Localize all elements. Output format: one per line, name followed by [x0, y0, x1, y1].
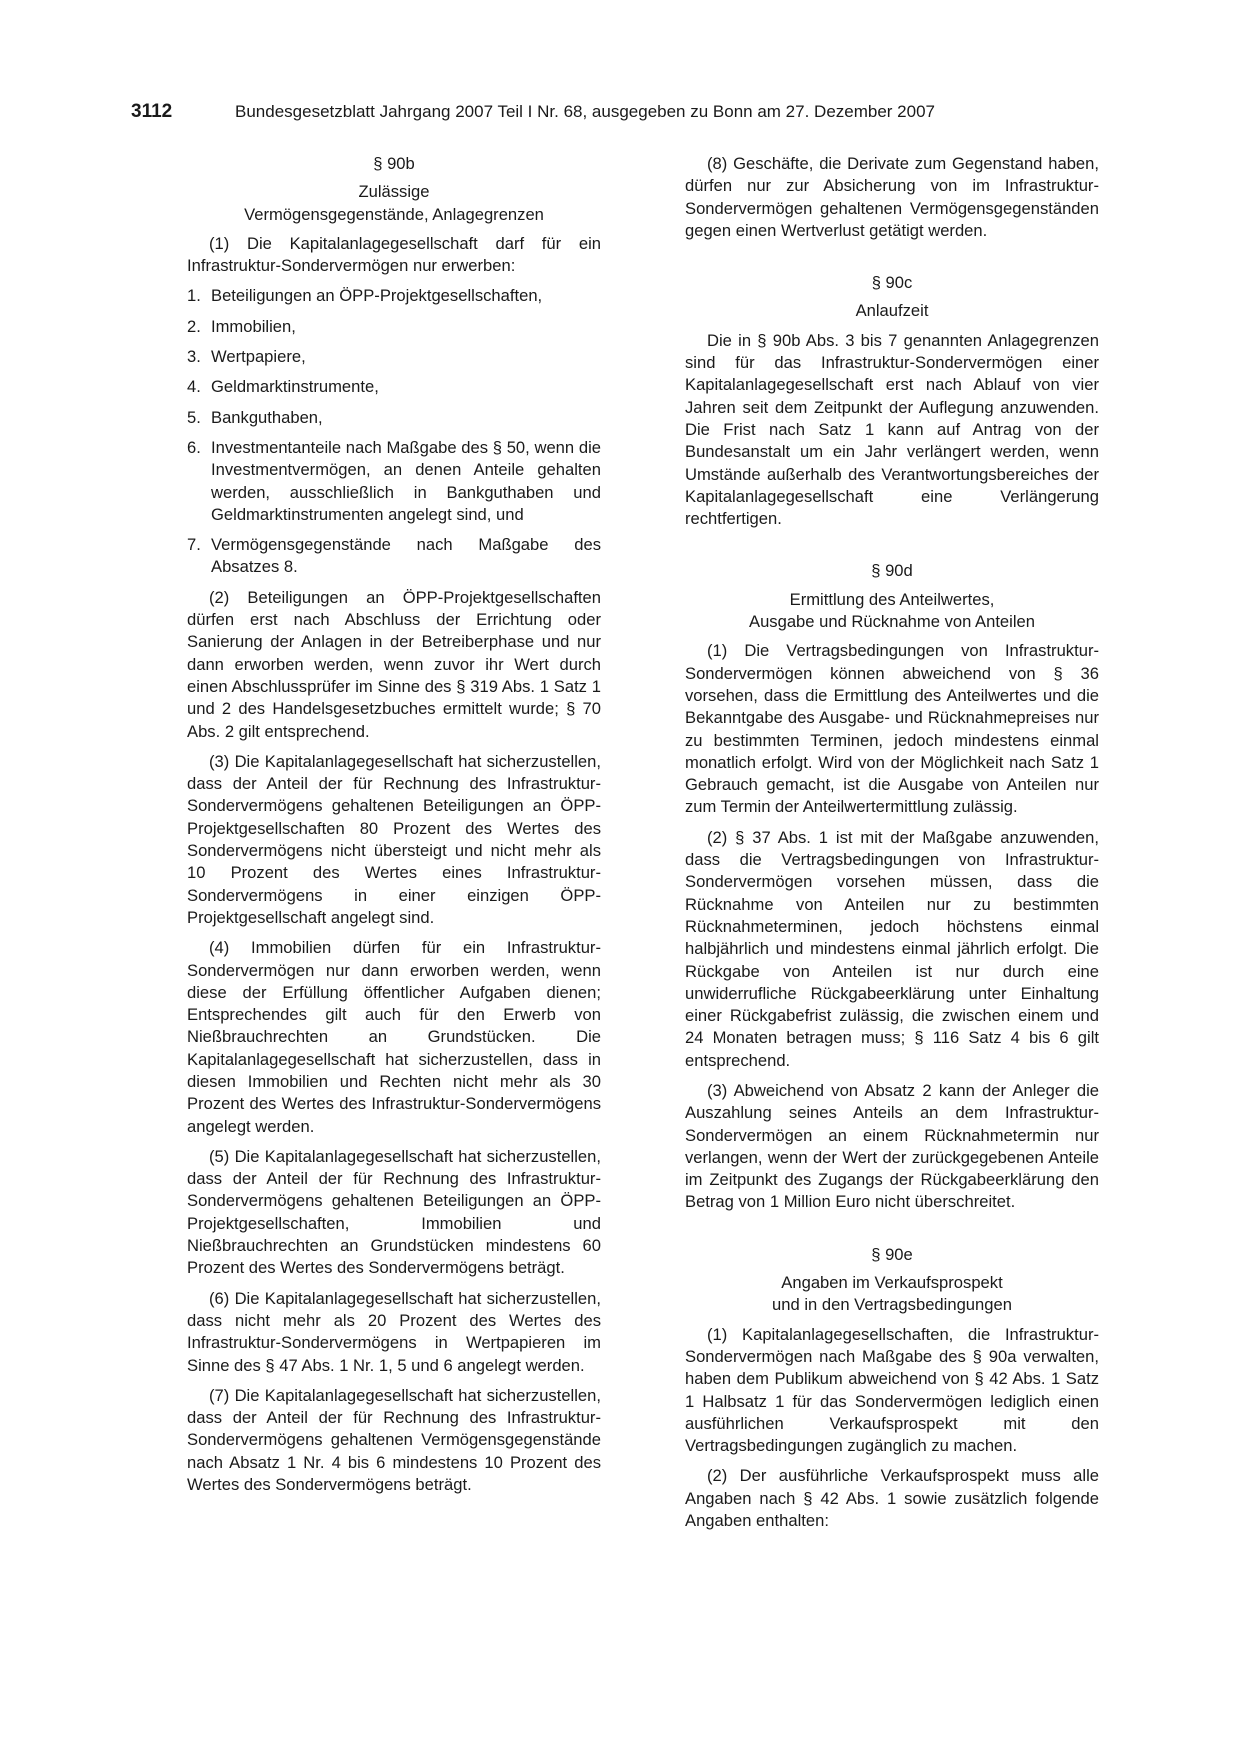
list-item-number: 7. — [187, 535, 201, 555]
list-item — [187, 376, 601, 398]
paragraph: (7) Die Kapitalanlagegesellschaft hat sicherzustellen, dass der Anteil der für Rechnung des Infrastruktur-Sondervermögens gehaltenen Vermögensgegenstände nach Absatz 1 Nr. 4 bis 6 mindestens 10 Prozent des Wertes des Sondervermögens beträgt. — [187, 1385, 601, 1495]
list-item-text: Bankguthaben, — [211, 407, 323, 427]
paragraph: (1) Die Vertragsbedingungen von Infrastruktur-Sondervermögen können abweichend von § 36 vorsehen, dass die Ermittlung des Anteilwertes und die Bekanntgabe des Ausgabe- und Rücknahmepreises nur zu bestimmten Terminen, jedoch mindestens einmal monatlich erfolgt. Wird von der Möglichkeit nach Satz 1 Gebrauch gemacht, ist die Ausgabe von Anteilen nur zum Termin der Anteilwertermittlung zulässig. — [685, 641, 1099, 817]
paragraph: (2) § 37 Abs. 1 ist mit der Maßgabe anzuwenden, dass die Vertragsbedingungen von Infrastruktur-Sondervermögen vorsehen müssen, dass die Rücknahme von Anteilen nur zu bestimmten Rücknahmeterminen, jedoch höchstens einmal halbjährlich und mindestens einmal jährlich erfolgt. Die Rückgabe von Anteilen ist nur durch eine unwiderrufliche Rückgabeerklärung unter Einhaltung einer Rückgabefrist zulässig, die zwischen einem und 24 Monaten betragen muss; § 116 Satz 4 bis 6 gilt entsprechend. — [685, 827, 1099, 1070]
paragraph: (1) Kapitalanlagegesellschaften, die Infrastruktur-Sondervermögen nach Maßgabe des § 90a verwalten, haben dem Publikum abweichend von § 42 Abs. 1 Satz 1 Halbsatz 1 für das Sondervermögen lediglich einen ausführlichen Verkaufsprospekt mit den Vertragsbedingungen zugänglich zu machen. — [685, 1324, 1099, 1456]
list-item-number: 5. — [187, 407, 201, 427]
paragraph: (8) Geschäfte, die Derivate zum Gegenstand haben, dürfen nur zur Absicherung von im Infrastruktur-Sondervermögen gehaltenen Vermögensgegenständen gegen einen Wertverlust getätigt werden. — [685, 154, 1099, 240]
right-column — [685, 153, 1099, 1540]
section-title-line: Ausgabe und Rücknahme von Anteilen — [749, 612, 1035, 632]
list-item — [187, 407, 601, 429]
paragraph: (2) Der ausführliche Verkaufsprospekt muss alle Angaben nach § 42 Abs. 1 sowie zusätzlich folgende Angaben enthalten: — [685, 1466, 1099, 1531]
section-number: § 90e — [871, 1244, 913, 1264]
paragraph: (2) Beteiligungen an ÖPP-Projektgesellschaften dürfen erst nach Abschluss der Errichtung oder Sanierung der Anlagen in der Betreiberphase und nur dann erworben werden, wenn zuvor ihr Wert durch einen Abschlussprüfer im Sinne des § 319 Abs. 1 Satz 1 und 2 des Handelsgesetzbuches ermittelt wurde; § 70 Abs. 2 gilt entsprechend. — [187, 587, 601, 741]
paragraph: (5) Die Kapitalanlagegesellschaft hat sicherzustellen, dass der Anteil der für Rechnung des Infrastruktur-Sondervermögens gehaltenen Beteiligungen an ÖPP-Projektgesellschaften, Immobilien und Nießbrauchrechten an Grundstücken mindestens 60 Prozent des Wertes des Sondervermögens beträgt. — [187, 1146, 601, 1278]
section-title — [685, 1272, 1099, 1317]
list-item — [187, 437, 601, 526]
list-item-number: 4. — [187, 377, 201, 397]
section-number: § 90c — [871, 273, 913, 293]
paragraph: (3) Die Kapitalanlagegesellschaft hat sicherzustellen, dass der Anteil der für Rechnung des Infrastruktur-Sondervermögens gehaltenen Beteiligungen an ÖPP-Projektgesellschaften 80 Prozent des Wertes des Sondervermögens nicht übersteigt und nicht mehr als 10 Prozent des Wertes eines Infrastruktur-Sondervermögens in einer einzigen ÖPP-Projektgesellschaft angelegt sind. — [187, 751, 601, 927]
list-item-text: Geldmarktinstrumente, — [211, 377, 379, 397]
paragraph: Die in § 90b Abs. 3 bis 7 genannten Anlagegrenzen sind für das Infrastruktur-Sondervermögen einer Kapitalanlagegesellschaft erst nach Ablauf von vier Jahren seit dem Zeitpunkt der Auflegung anzuwenden. Die Frist nach Satz 1 kann auf Antrag von der Bundesanstalt um ein Jahr verlängert werden, wenn Umstände außerhalb des Verantwortungsbereiches der Kapitalanlagegesellschaft eine Verlängerung rechtfertigen. — [685, 330, 1099, 529]
section-title-line: Zulässige — [358, 182, 430, 202]
section-number: § 90d — [871, 561, 913, 581]
paragraph: (3) Abweichend von Absatz 2 kann der Anleger die Auszahlung seines Anteils an dem Infrastruktur-Sondervermögen an einem Rücknahmetermin nur verlangen, wenn der Wert der zurückgegebenen Anteile im Zeitpunkt des Zugangs der Rückgabeerklärung den Betrag von 1 Million Euro nicht überschreitet. — [685, 1080, 1099, 1212]
section-title-line: Angaben im Verkaufsprospekt — [781, 1273, 1003, 1293]
list-item-number: 1. — [187, 286, 201, 306]
section-title-line: Ermittlung des Anteilwertes, — [789, 589, 995, 609]
list-item-number: 6. — [187, 437, 201, 457]
running-head: Bundesgesetzblatt Jahrgang 2007 Teil I Nr. 68, ausgegeben zu Bonn am 27. Dezember 2007 — [235, 102, 935, 121]
section-title-line: Anlaufzeit — [855, 301, 929, 321]
list-item — [187, 316, 601, 338]
list-item-text: Wertpapiere, — [211, 347, 306, 367]
section-title-line: Vermögensgegenstände, Anlagegrenzen — [244, 204, 544, 224]
list-item-text: Vermögensgegenstände nach Maßgabe des Absatzes 8. — [211, 535, 601, 577]
section-title — [187, 181, 601, 226]
list-item-text: Immobilien, — [211, 316, 296, 336]
list-item-number: 3. — [187, 347, 201, 367]
page-header — [131, 100, 1031, 130]
section-title — [685, 300, 1099, 322]
list-item — [187, 346, 601, 368]
paragraph: (4) Immobilien dürfen für ein Infrastruktur-Sondervermögen nur dann erworben werden, wenn diese der Erfüllung öffentlicher Aufgaben dienen; Entsprechendes gilt auch für den Erwerb von Nießbrauchrechten an Grundstücken. Die Kapitalanlagegesellschaft hat sicherzustellen, dass in diesen Immobilien und Rechten nicht mehr als 30 Prozent des Wertes des Infrastruktur-Sondervermögens angelegt werden. — [187, 938, 601, 1136]
section-title — [685, 589, 1099, 634]
page-number: 3112 — [131, 101, 173, 122]
left-column — [187, 153, 601, 1504]
paragraph: (6) Die Kapitalanlagegesellschaft hat sicherzustellen, dass nicht mehr als 20 Prozent des Wertes des Infrastruktur-Sondervermögens in Wertpapieren im Sinne des § 47 Abs. 1 Nr. 1, 5 und 6 angelegt werden. — [187, 1288, 601, 1375]
list-item — [187, 534, 601, 579]
section-number: § 90b — [373, 154, 415, 173]
paragraph: (1) Die Kapitalanlagegesellschaft darf für ein Infrastruktur-Sondervermögen nur erwerben: — [187, 233, 601, 276]
list-item-number: 2. — [187, 316, 201, 336]
enumeration-list — [187, 285, 601, 578]
list-item — [187, 285, 601, 307]
list-item-text: Investmentanteile nach Maßgabe des § 50, wenn die Investmentvermögen, an denen Anteile gehalten werden, ausschließlich in Bankguthaben und Geldmarktinstrumenten angelegt sind, und — [211, 437, 601, 524]
section-title-line: und in den Vertragsbedingungen — [772, 1295, 1012, 1315]
list-item-text: Beteiligungen an ÖPP-Projektgesellschaften, — [211, 286, 543, 306]
